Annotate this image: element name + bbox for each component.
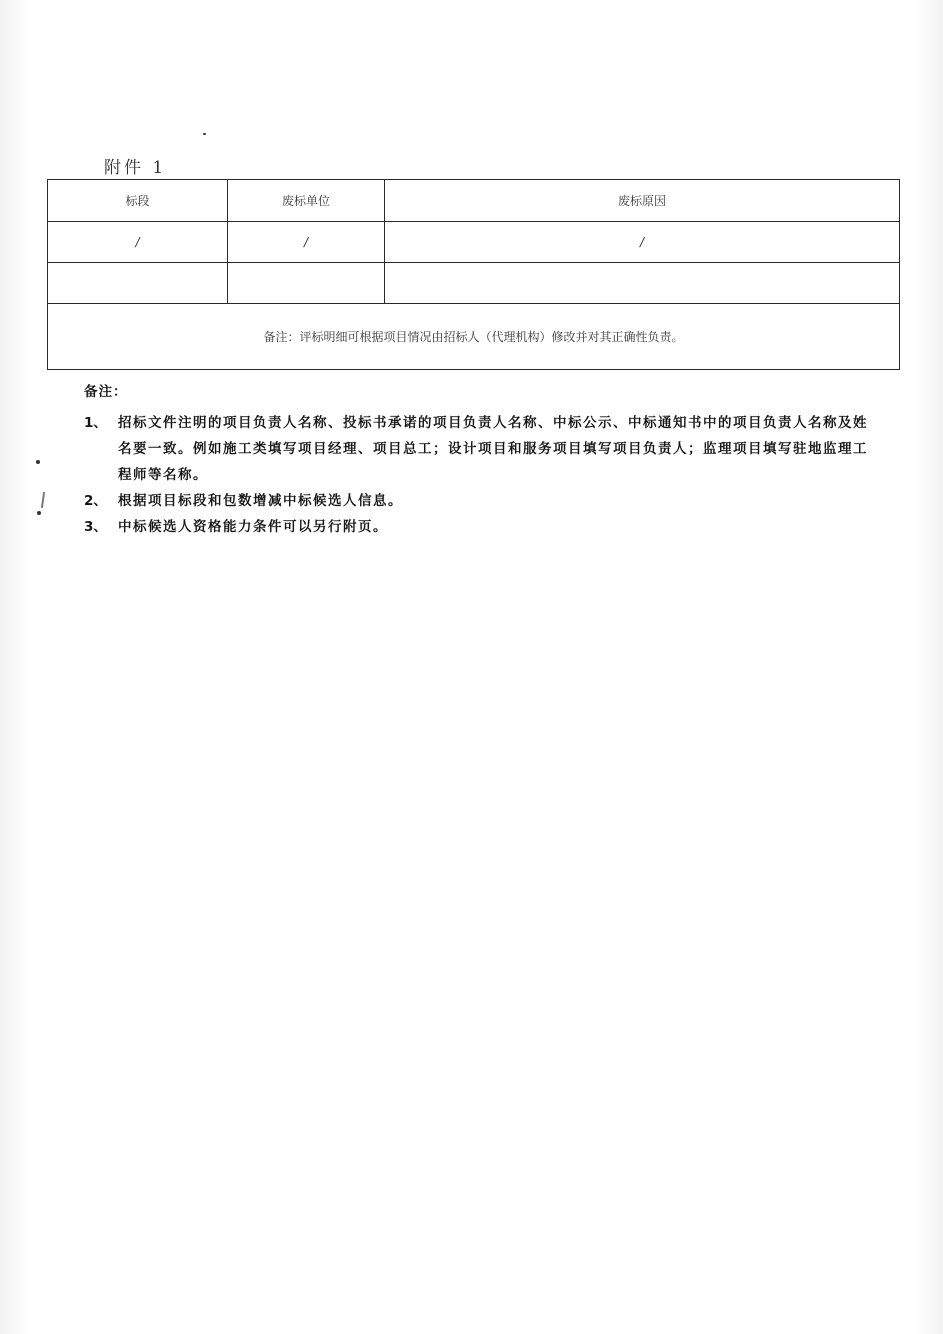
cell-rejected-unit	[228, 263, 385, 304]
note-item	[84, 514, 874, 540]
notes-section	[84, 380, 874, 540]
table-header-row	[48, 180, 900, 222]
header-rejected-unit: 废标单位	[228, 180, 385, 222]
cell-section: /	[48, 222, 228, 263]
notes-title: 备注：	[84, 384, 128, 400]
cell-section	[48, 263, 228, 304]
note-number: 3、	[84, 519, 107, 535]
note-number: 2、	[84, 493, 107, 509]
cell-rejected-unit: /	[228, 222, 385, 263]
scan-speck	[36, 460, 40, 464]
note-text: 中标候选人资格能力条件可以另行附页。	[118, 519, 388, 535]
header-section: 标段	[48, 180, 228, 222]
scan-speck	[203, 133, 206, 135]
attachment-title: 附件 1	[104, 158, 167, 178]
note-number: 1、	[84, 415, 107, 431]
note-item	[84, 488, 874, 514]
rejected-bid-table	[47, 179, 900, 370]
header-rejection-reason: 废标原因	[385, 180, 900, 222]
note-item	[84, 410, 874, 488]
table-row	[48, 222, 900, 263]
table-remark: 备注：评标明细可根据项目情况由招标人（代理机构）修改并对其正确性负责。	[48, 304, 900, 370]
note-text: 根据项目标段和包数增减中标候选人信息。	[118, 493, 403, 509]
cell-rejection-reason: /	[385, 222, 900, 263]
scan-mark	[41, 492, 45, 508]
cell-rejection-reason	[385, 263, 900, 304]
table-remark-row	[48, 304, 900, 370]
table-row	[48, 263, 900, 304]
note-text: 招标文件注明的项目负责人名称、投标书承诺的项目负责人名称、中标公示、中标通知书中的项目负责人名称及姓名要一致。例如施工类填写项目经理、项目总工；设计项目和服务项目填写项目负责人；监理项目填写驻地监理工程师等名称。	[118, 415, 868, 483]
scan-speck	[37, 511, 41, 515]
